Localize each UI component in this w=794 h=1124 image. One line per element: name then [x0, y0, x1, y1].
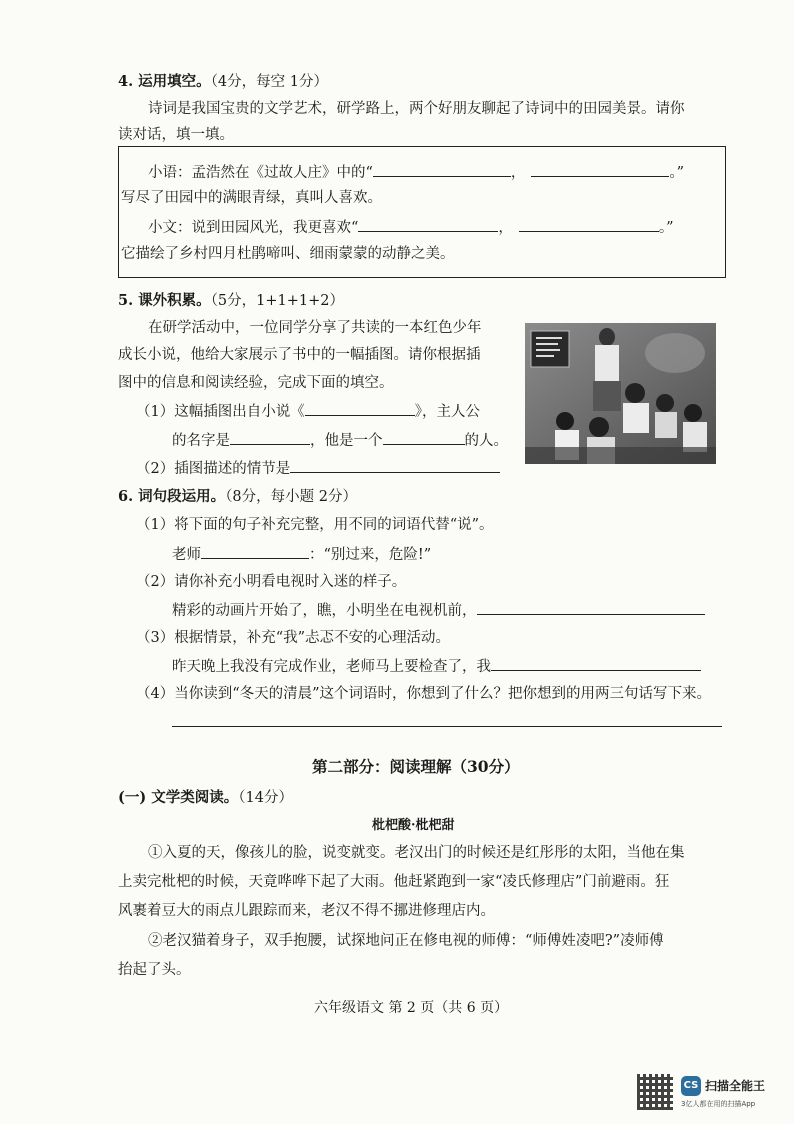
q5-heading [118, 291, 344, 311]
q6-sub-1: （1）将下面的句子补充完整，用不同的词语代替“说”。 [136, 517, 494, 533]
q4-box-line-3 [148, 217, 674, 238]
q6-sub-2-answer [172, 600, 705, 621]
q4-box-line-3-end: 。” [658, 220, 674, 236]
q5-sub-1-text-b: 》，主人公 [414, 404, 480, 420]
q4-box-line-4: 它描绘了乡村四月杜鹃啼叫、细雨蒙蒙的动静之美。 [121, 246, 455, 262]
passage-p1-line-3: 风裹着豆大的雨点儿跟踪而来，老汉不得不挪进修理店内。 [118, 903, 495, 919]
q6-sub-3-answer [172, 656, 701, 677]
scanner-app-name: 扫描全能王 [705, 1079, 766, 1093]
q5-sub-1-line-2 [172, 430, 508, 451]
q5-sub-1-line-1 [136, 401, 480, 422]
q6-sub-4: （4）当你读到“冬天的清晨”这个词语时，你想到了什么？把你想到的用两三句话写下来。 [136, 686, 712, 702]
q5-title: 5. 课外积累。 [118, 292, 211, 309]
q5-sub-1-text-c: 的名字是 [172, 433, 230, 449]
q6-sub-1-text-a: 老师 [172, 547, 201, 563]
q4-title: 4. 运用填空。 [118, 73, 211, 90]
q4-box-line-1-sep: ， [510, 165, 526, 181]
camscanner-logo-icon: CS [681, 1076, 701, 1096]
illustration-drawing [525, 323, 716, 464]
part2-subsection [118, 788, 293, 808]
q5-score: （5分，1+1+1+2） [210, 293, 345, 309]
q5-para-1: 在研学活动中，一位同学分享了共读的一本红色少年 [148, 320, 482, 336]
q5-sub-2 [136, 458, 500, 479]
q4-box-line-3-sep: ， [498, 220, 513, 236]
q5-sub-1-text-d: ，他是一个 [310, 433, 383, 449]
book-illustration [525, 323, 716, 464]
q4-blank-3[interactable] [358, 217, 498, 232]
q6-sub-1-answer [172, 544, 431, 565]
part2-title: 第二部分：阅读理解（30分） [312, 757, 520, 776]
q6-title: 6. 词句段运用。 [118, 488, 226, 505]
q4-box-line-1 [148, 162, 684, 183]
q4-score: （4分，每空 1分） [210, 74, 328, 90]
q4-blank-1[interactable] [373, 162, 511, 177]
q4-box-line-1-end: 。” [669, 165, 685, 181]
q5-sub-2-text: （2）插图描述的情节是 [136, 461, 291, 477]
passage-p1-line-2: 上卖完枇杷的时候，天竟哗哗下起了大雨。他赶紧跑到一家“凌氏修理店”门前避雨。狂 [118, 874, 670, 890]
q6-sub-2: （2）请你补充小明看电视时入迷的样子。 [136, 574, 407, 590]
q6-blank-2[interactable] [477, 600, 705, 615]
q4-heading [118, 72, 328, 92]
q6-sub-3-text-a: 昨天晚上我没有完成作业，老师马上要检查了，我 [172, 659, 491, 675]
q4-box-line-3-text: 小文：说到田园风光，我更喜欢“ [148, 220, 359, 236]
q5-sub-1-text-e: 的人。 [464, 433, 508, 449]
q6-blank-3[interactable] [491, 656, 701, 671]
q4-blank-2[interactable] [531, 162, 669, 177]
q6-sub-2-text-a: 精彩的动画片开始了，瞧，小明坐在电视机前， [172, 603, 477, 619]
q5-blank-plot[interactable] [290, 458, 500, 473]
q6-sub-3: （3）根据情景，补充“我”忐忑不安的心理活动。 [136, 630, 451, 646]
qr-code-icon [637, 1074, 673, 1110]
q4-intro-2: 读对话，填一填。 [118, 127, 234, 143]
q4-blank-4[interactable] [519, 217, 659, 232]
q6-sub-1-text-b: ：“别过来，危险!” [309, 547, 432, 563]
q4-box-line-1-text: 小语：孟浩然在《过故人庄》中的“ [148, 165, 373, 181]
q5-sub-1-text-a: （1）这幅插图出自小说《 [136, 404, 305, 420]
part2-subsection-title: (一) 文学类阅读。 [118, 789, 239, 806]
q6-answer-line[interactable] [172, 726, 722, 727]
passage-p1-line-1: ①入夏的天，像孩儿的脸，说变就变。老汉出门的时候还是红彤彤的太阳，当他在集 [148, 845, 685, 861]
q5-blank-trait[interactable] [383, 430, 465, 445]
passage-p2-line-1: ②老汉猫着身子，双手抱腰，试探地问正在修电视的师傅：“师傅姓凌吧?”凌师傅 [148, 933, 664, 949]
q6-score: （8分，每小题 2分） [225, 489, 357, 505]
q4-intro-1: 诗词是我国宝贵的文学艺术，研学路上，两个好朋友聊起了诗词中的田园美景。请你 [148, 101, 685, 117]
passage-p2-line-2: 抬起了头。 [118, 962, 191, 978]
part2-subsection-score: （14分） [238, 790, 293, 806]
page-footer: 六年级语文 第 2 页（共 6 页） [314, 1000, 509, 1016]
q6-heading [118, 487, 357, 507]
q5-para-3: 图中的信息和阅读经验，完成下面的填空。 [118, 375, 394, 391]
q5-blank-book[interactable] [305, 401, 415, 416]
passage-title: 枇杷酸·枇杷甜 [372, 818, 455, 833]
q6-blank-1[interactable] [201, 544, 309, 559]
q5-blank-name[interactable] [230, 430, 310, 445]
q4-box-line-2: 写尽了田园中的满眼青绿，真叫人喜欢。 [121, 190, 382, 206]
q5-para-2: 成长小说，他给大家展示了书中的一幅插图。请你根据插 [118, 347, 481, 363]
scanner-app-tagline: 3亿人都在用的扫描App [681, 1100, 756, 1108]
